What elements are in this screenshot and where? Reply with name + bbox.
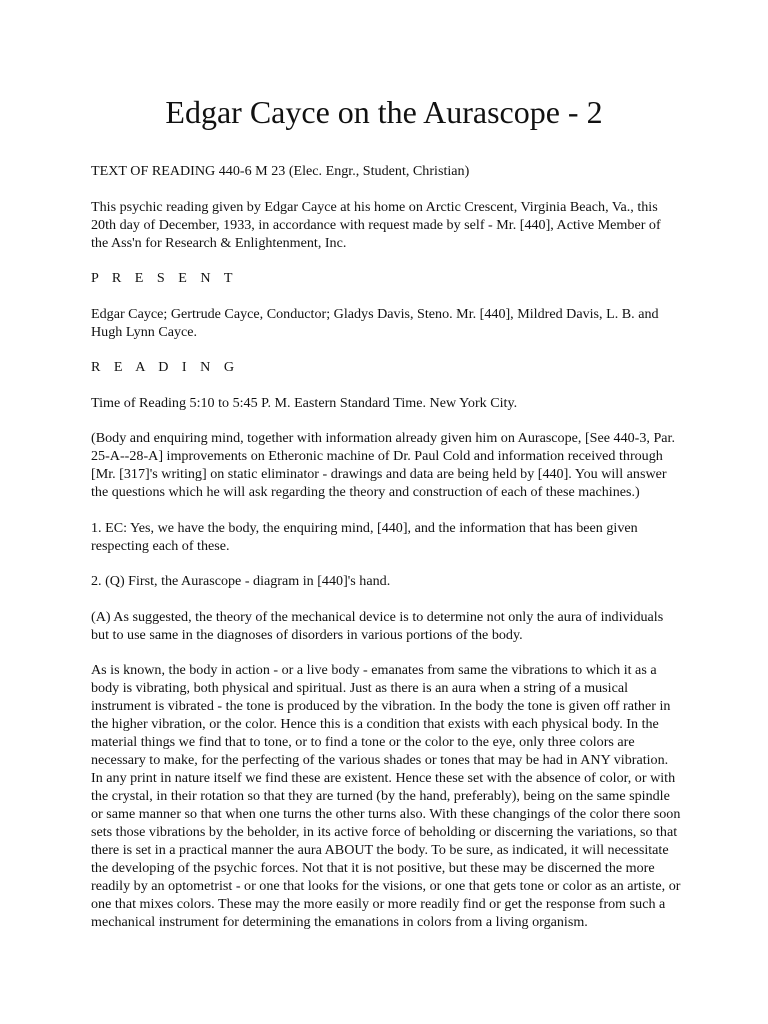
paragraph-3: (A) As suggested, the theory of the mechanical device is to determine not only the aura of individuals but to use same in the diagnoses of disorders in various portions of the body.: [91, 608, 664, 643]
document-title: Edgar Cayce on the Aurascope - 2: [165, 94, 603, 130]
present-paragraph: Edgar Cayce; Gertrude Cayce, Conductor; Gladys Davis, Steno. Mr. [440], Mildred Davis, L. B. and Hugh Lynn Cayce.: [91, 305, 659, 340]
intro-paragraph: This psychic reading given by Edgar Cayce at his home on Arctic Crescent, Virginia Beach, Va., this 20th day of December, 1933, in accordance with request made by self - Mr. [440], Active Member of the Ass'n for Research & Enlightenment, Inc.: [91, 198, 661, 251]
document-body: [91, 162, 681, 949]
paragraph-2: 2. (Q) First, the Aurascope - diagram in [440]'s hand.: [91, 573, 391, 589]
paragraph-1: 1. EC: Yes, we have the body, the enquiring mind, [440], and the information that has been given respecting each of these.: [91, 519, 638, 554]
time-paragraph: Time of Reading 5:10 to 5:45 P. M. Eastern Standard Time. New York City.: [91, 394, 518, 411]
reading-header: TEXT OF READING 440-6 M 23 (Elec. Engr., Student, Christian): [91, 163, 470, 179]
instructions-paragraph: (Body and enquiring mind, together with information already given him on Aurascope, [See 440-3, Par. 25-A--28-A] improvements on Etheronic machine of Dr. Paul Cold and information received through [Mr. [317]'s writing] on static eliminator - drawings and data are being held by [440]. You will answer the questions which he will ask regarding the theory and construction of each of these machines.): [91, 430, 675, 500]
paragraph-4: As is known, the body in action - or a live body - emanates from same the vibrations to which it as a body is vibrating, both physical and spiritual. Just as there is an aura when a string of a musical instrument is vibrated - the tone is produced by the vibration. In the body the tone is given off rather in the higher vibration, or the color. Hence this is a condition that exists with each physical body. In the material things we find that to tone, or to find a tone or the color to the eye, only three colors are necessary to make, for the perfecting of the various shades or tones that may be had in ANY vibration. In any print in nature itself we find these are existent. Hence these set with the absence of color, or with the crystal, in their rotation so that they are turned (by the hand, preferably), being on the same spindle or same manner so that when one turns the other turns also. With these changings of the color there soon sets those vibrations by the beholder, in its active force of beholding or discerning the variations, so that there is set in a practical manner the aura ABOUT the body. To be sure, as indicated, it will necessitate the developing of the psychic forces. Not that it is not positive, but these may be discerned the more readily by an optometrist - or one that looks for the visions, or one that gets tone or color as an artiste, or one that mixes colors. These may the more easily or more readily find or get the response from such a mechanical instrument for determining the emanations in colors from a living organism.: [91, 662, 681, 930]
reading-heading: R E A D I N G: [91, 359, 239, 375]
present-heading: P R E S E N T: [91, 270, 238, 286]
